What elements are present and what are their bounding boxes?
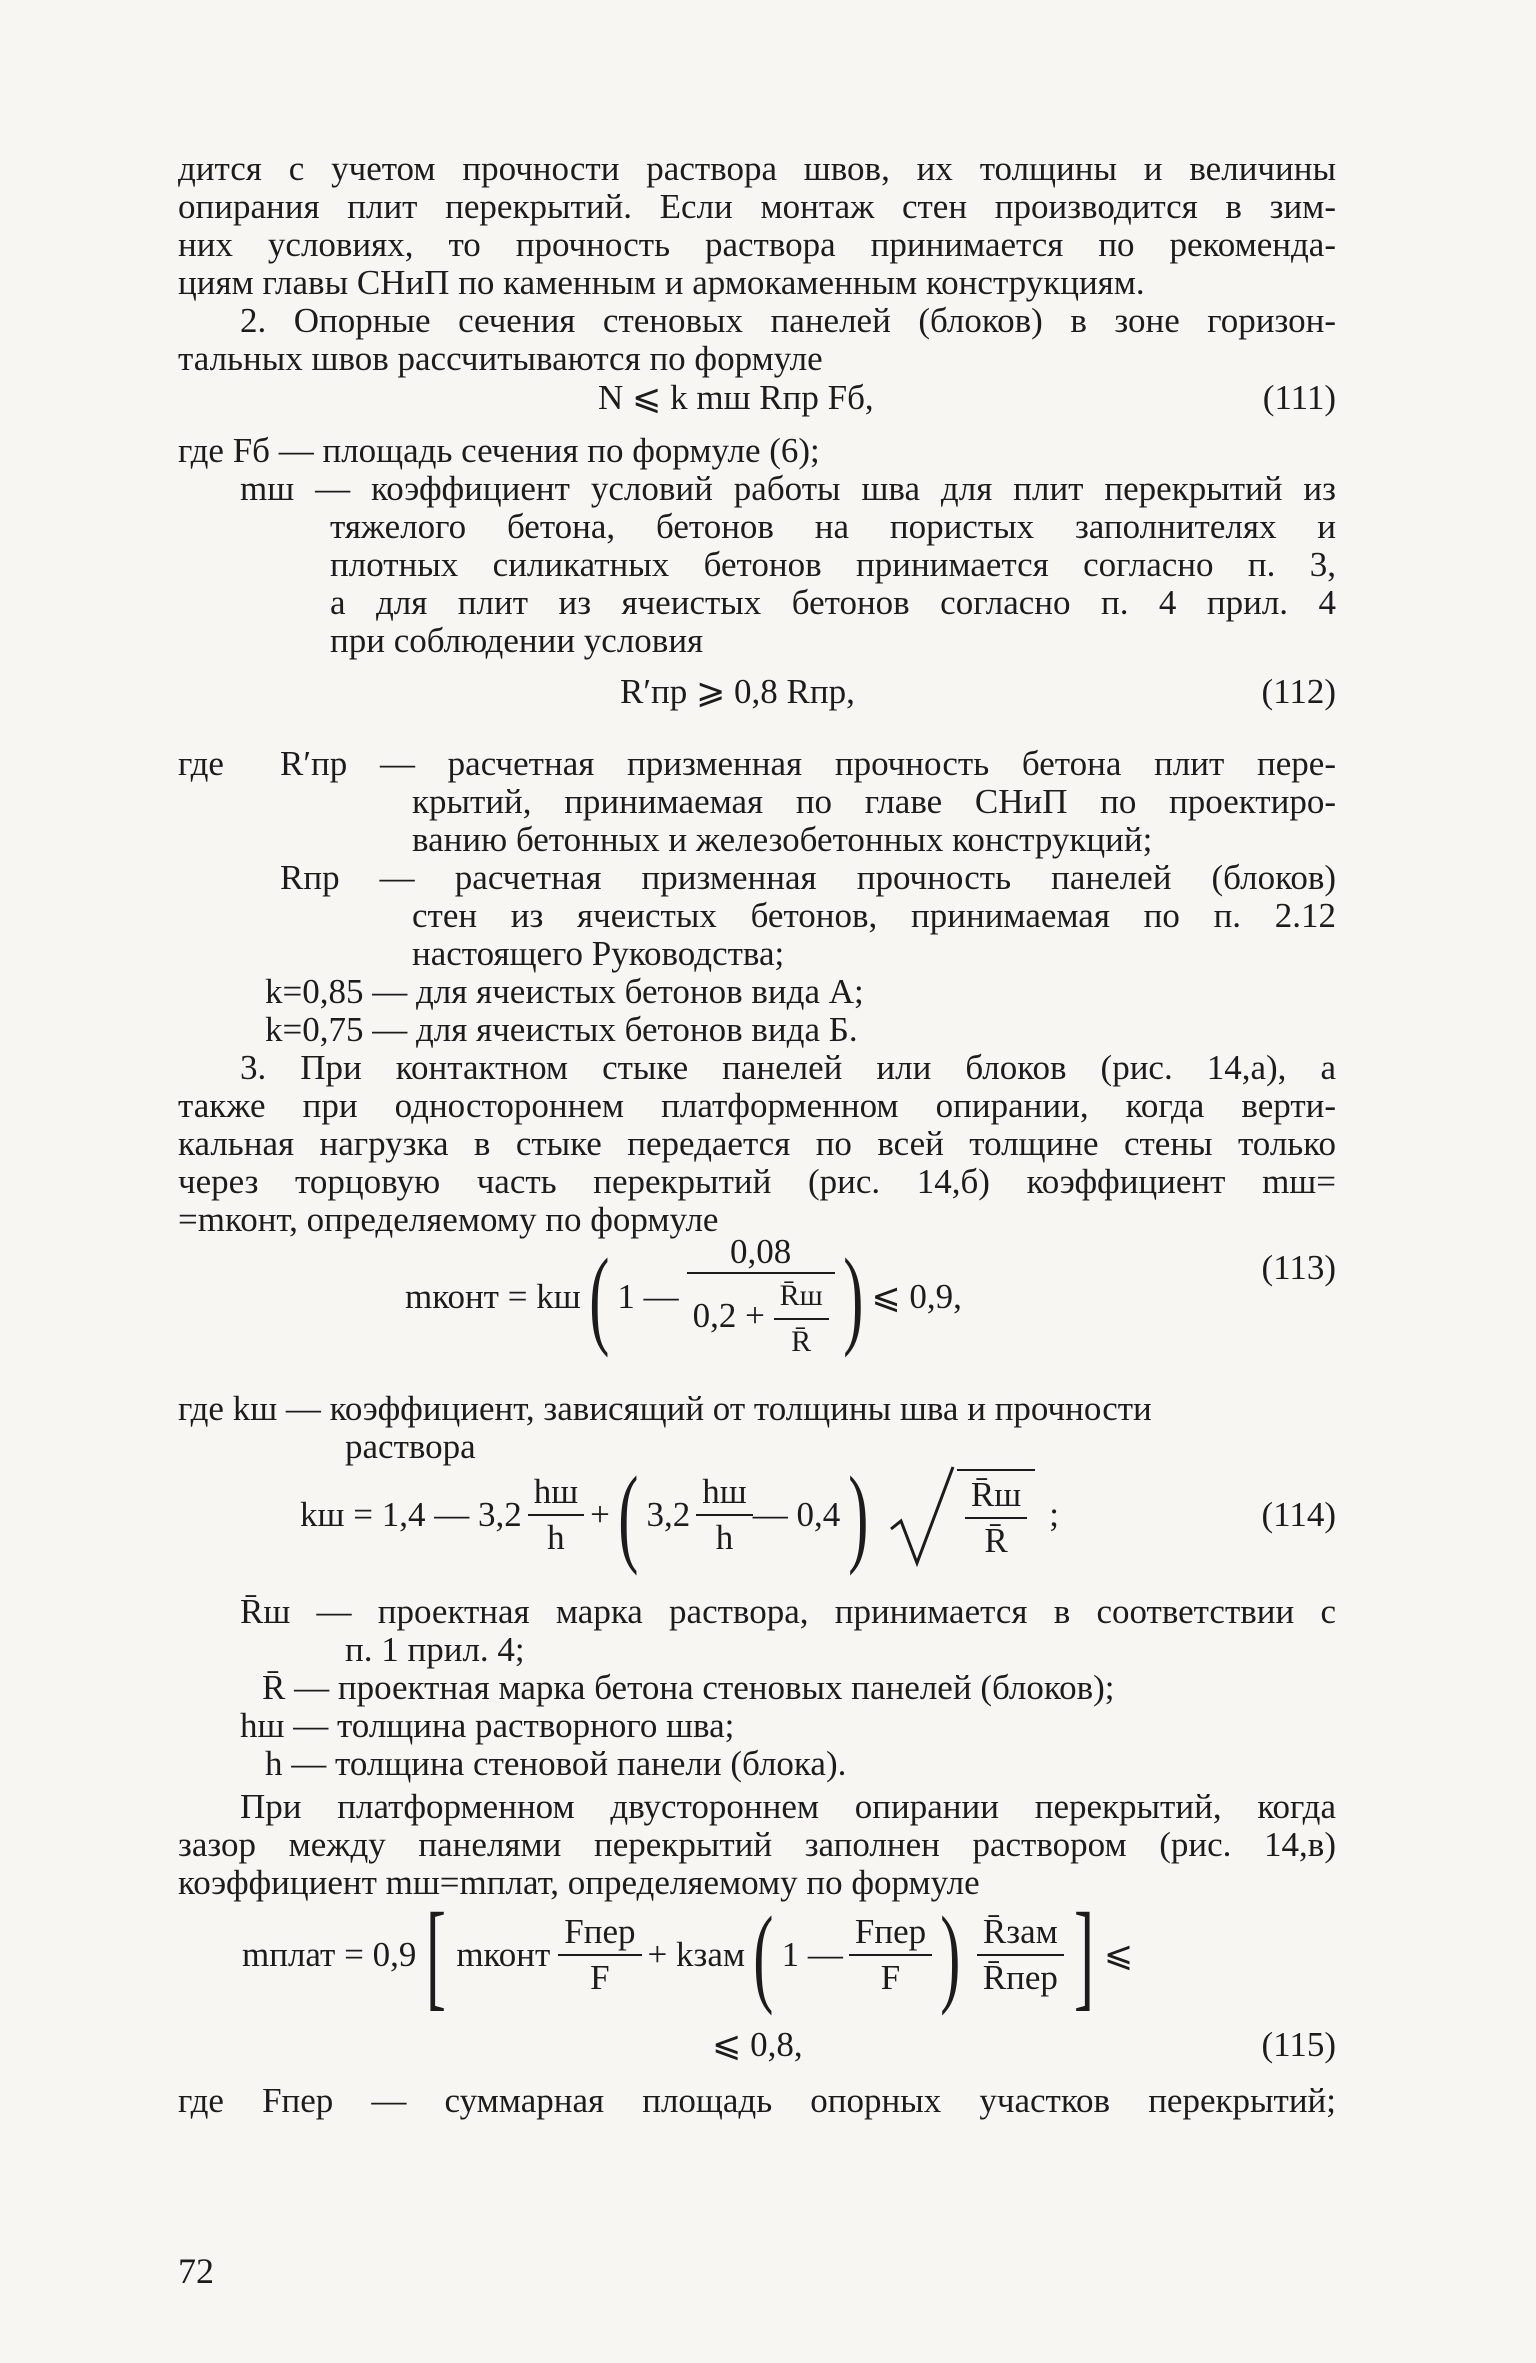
- paren-right: ): [940, 1894, 961, 2016]
- fraction: [977, 1912, 1064, 1998]
- text-line: тяжелого бетона, бетонов на пористых заполнителях и: [330, 507, 1336, 546]
- text-line: mш — коэффициент условий работы шва для плит перекрытий из: [240, 469, 1336, 508]
- formula-part: 0,2 +: [692, 1296, 765, 1336]
- formula-115: [242, 1890, 1133, 2020]
- sqrt-sign-icon: [887, 1459, 957, 1569]
- text-line: где Fпер — суммарная площадь опорных участков перекрытий;: [178, 2081, 1336, 2120]
- text-line: кальная нагрузка в стыке передается по всей толщине стены только: [178, 1124, 1336, 1163]
- formula-part: — 0,4: [752, 1495, 841, 1534]
- formula-part: mконт = kш: [405, 1277, 581, 1316]
- text-line: R′пр — расчетная призменная прочность бетона плит пере-: [280, 744, 1336, 783]
- equation-number: (113): [1261, 1248, 1336, 1287]
- equation-number: (115): [1261, 2025, 1336, 2064]
- text-line: раствора: [345, 1427, 476, 1466]
- text-line: где: [178, 744, 224, 783]
- formula-part: kш = 1,4 — 3,2: [300, 1495, 522, 1534]
- fraction-numerator: hш: [702, 1472, 747, 1511]
- formula-part: +: [590, 1495, 610, 1534]
- fraction: [774, 1276, 829, 1362]
- formula-part: mконт: [456, 1935, 551, 1974]
- bracket-left: [: [426, 1888, 447, 2021]
- text-line: 2. Опорные сечения стеновых панелей (блоков) в зоне горизон-: [240, 301, 1336, 340]
- formula-part: ⩽ 0,9,: [871, 1277, 962, 1316]
- text-line: плотных силикатных бетонов принимается согласно п. 3,: [330, 545, 1336, 584]
- text-line: а для плит из ячеистых бетонов согласно п. 4 прил. 4: [330, 583, 1336, 622]
- formula-part: mплат = 0,9: [242, 1935, 417, 1974]
- fraction: [558, 1912, 641, 1998]
- paren-left: (: [588, 1236, 610, 1358]
- text-line: где kш — коэффициент, зависящий от толщины шва и прочности: [178, 1389, 1152, 1428]
- fraction-numerator: R̄ш: [779, 1279, 823, 1312]
- text-line: 3. При контактном стыке панелей или блоков (рис. 14,а), а: [240, 1048, 1336, 1087]
- text-line: через торцовую часть перекрытий (рис. 14,б) коэффициент mш=: [178, 1162, 1336, 1201]
- formula-111: N ⩽ k mш Rпр Fб,: [598, 378, 874, 417]
- fraction-numerator: hш: [533, 1472, 579, 1511]
- text-line: =mконт, определяемому по формуле: [178, 1200, 719, 1239]
- formula-114: [300, 1455, 1059, 1575]
- paren-left: (: [753, 1894, 774, 2016]
- fraction-numerator: R̄зам: [982, 1912, 1058, 1951]
- text-line: при соблюдении условия: [330, 621, 704, 660]
- text-line: k=0,75 — для ячеистых бетонов вида Б.: [265, 1010, 858, 1049]
- formula-part: ;: [1049, 1495, 1059, 1534]
- formula-part: ⩽: [1103, 1935, 1134, 1974]
- bracket-right: ]: [1073, 1888, 1094, 2021]
- fraction: [696, 1472, 752, 1558]
- equation-number: (111): [1262, 378, 1336, 417]
- text-line: них условиях, то прочность раствора принимается по рекоменда-: [178, 225, 1336, 264]
- text-line: крытий, принимаемая по главе СНиП по проектиро-: [412, 782, 1336, 821]
- text-line: где Fб — площадь сечения по формуле (6);: [178, 431, 820, 470]
- text-line: Rпр — расчетная призменная прочность панелей (блоков): [280, 858, 1336, 897]
- fraction-denominator: [687, 1272, 835, 1362]
- formula-part: + kзам: [647, 1935, 746, 1974]
- text-line: дится с учетом прочности раствора швов, их толщины и величины: [178, 149, 1336, 188]
- text-line: также при одностороннем платформенном опирании, когда верти-: [178, 1086, 1336, 1125]
- paren-right: ): [848, 1454, 869, 1576]
- paren-left: (: [618, 1454, 639, 1576]
- text-line: циям главы СНиП по каменным и армокаменным конструкциям.: [178, 263, 1145, 302]
- text-line: коэффициент mш=mплат, определяемому по формуле: [178, 1863, 980, 1902]
- fraction-denominator: R̄: [774, 1318, 829, 1362]
- text-line: При платформенном двустороннем опирании перекрытий, когда: [240, 1787, 1336, 1826]
- fraction-numerator: Fпер: [854, 1912, 927, 1951]
- text-line: стен из ячеистых бетонов, принимаемая по п. 2.12: [412, 896, 1336, 935]
- text-line: R̄ — проектная марка бетона стеновых панелей (блоков);: [262, 1668, 1115, 1707]
- text-line: тальных швов рассчитываются по формуле: [178, 339, 823, 378]
- text-line: ванию бетонных и железобетонных конструкций;: [412, 820, 1153, 859]
- fraction-numerator: 0,08: [730, 1232, 792, 1271]
- fraction: [965, 1475, 1027, 1561]
- fraction-denominator: F: [849, 1954, 932, 1998]
- equation-number: (114): [1261, 1495, 1336, 1534]
- equation-number: (112): [1261, 672, 1336, 711]
- fraction-denominator: h: [696, 1514, 752, 1558]
- formula-part: 1 —: [617, 1277, 679, 1316]
- text-line: зазор между панелями перекрытий заполнен раствором (рис. 14,в): [178, 1825, 1336, 1864]
- fraction: [528, 1472, 584, 1558]
- text-line: k=0,85 — для ячеистых бетонов вида А;: [265, 972, 864, 1011]
- fraction: [849, 1912, 932, 1998]
- formula-113: [405, 1222, 962, 1372]
- paren-right: ): [842, 1236, 864, 1358]
- fraction: [687, 1232, 835, 1362]
- fraction-denominator: R̄: [965, 1517, 1027, 1561]
- text-line: опирания плит перекрытий. Если монтаж стен производится в зим-: [178, 187, 1336, 226]
- square-root: [887, 1469, 1035, 1561]
- text-line: R̄ш — проектная марка раствора, принимается в соответствии с: [240, 1592, 1336, 1631]
- fraction-denominator: R̄пер: [977, 1954, 1064, 1998]
- fraction-denominator: h: [528, 1514, 584, 1558]
- formula-115-line2: ⩽ 0,8,: [712, 2025, 803, 2064]
- text-line: п. 1 прил. 4;: [345, 1630, 525, 1669]
- page-number: 72: [178, 2251, 214, 2291]
- text-line: h — толщина стеновой панели (блока).: [265, 1744, 847, 1783]
- text-line: настоящего Руководства;: [412, 934, 785, 973]
- fraction-numerator: Fпер: [564, 1912, 636, 1951]
- formula-part: 3,2: [646, 1495, 691, 1534]
- text-line: hш — толщина растворного шва;: [240, 1706, 735, 1745]
- fraction-denominator: F: [558, 1954, 641, 1998]
- formula-112: R′пр ⩾ 0,8 Rпр,: [620, 672, 855, 711]
- formula-part: 1 —: [781, 1935, 843, 1974]
- fraction-numerator: R̄ш: [970, 1475, 1022, 1514]
- sqrt-body: [957, 1469, 1035, 1561]
